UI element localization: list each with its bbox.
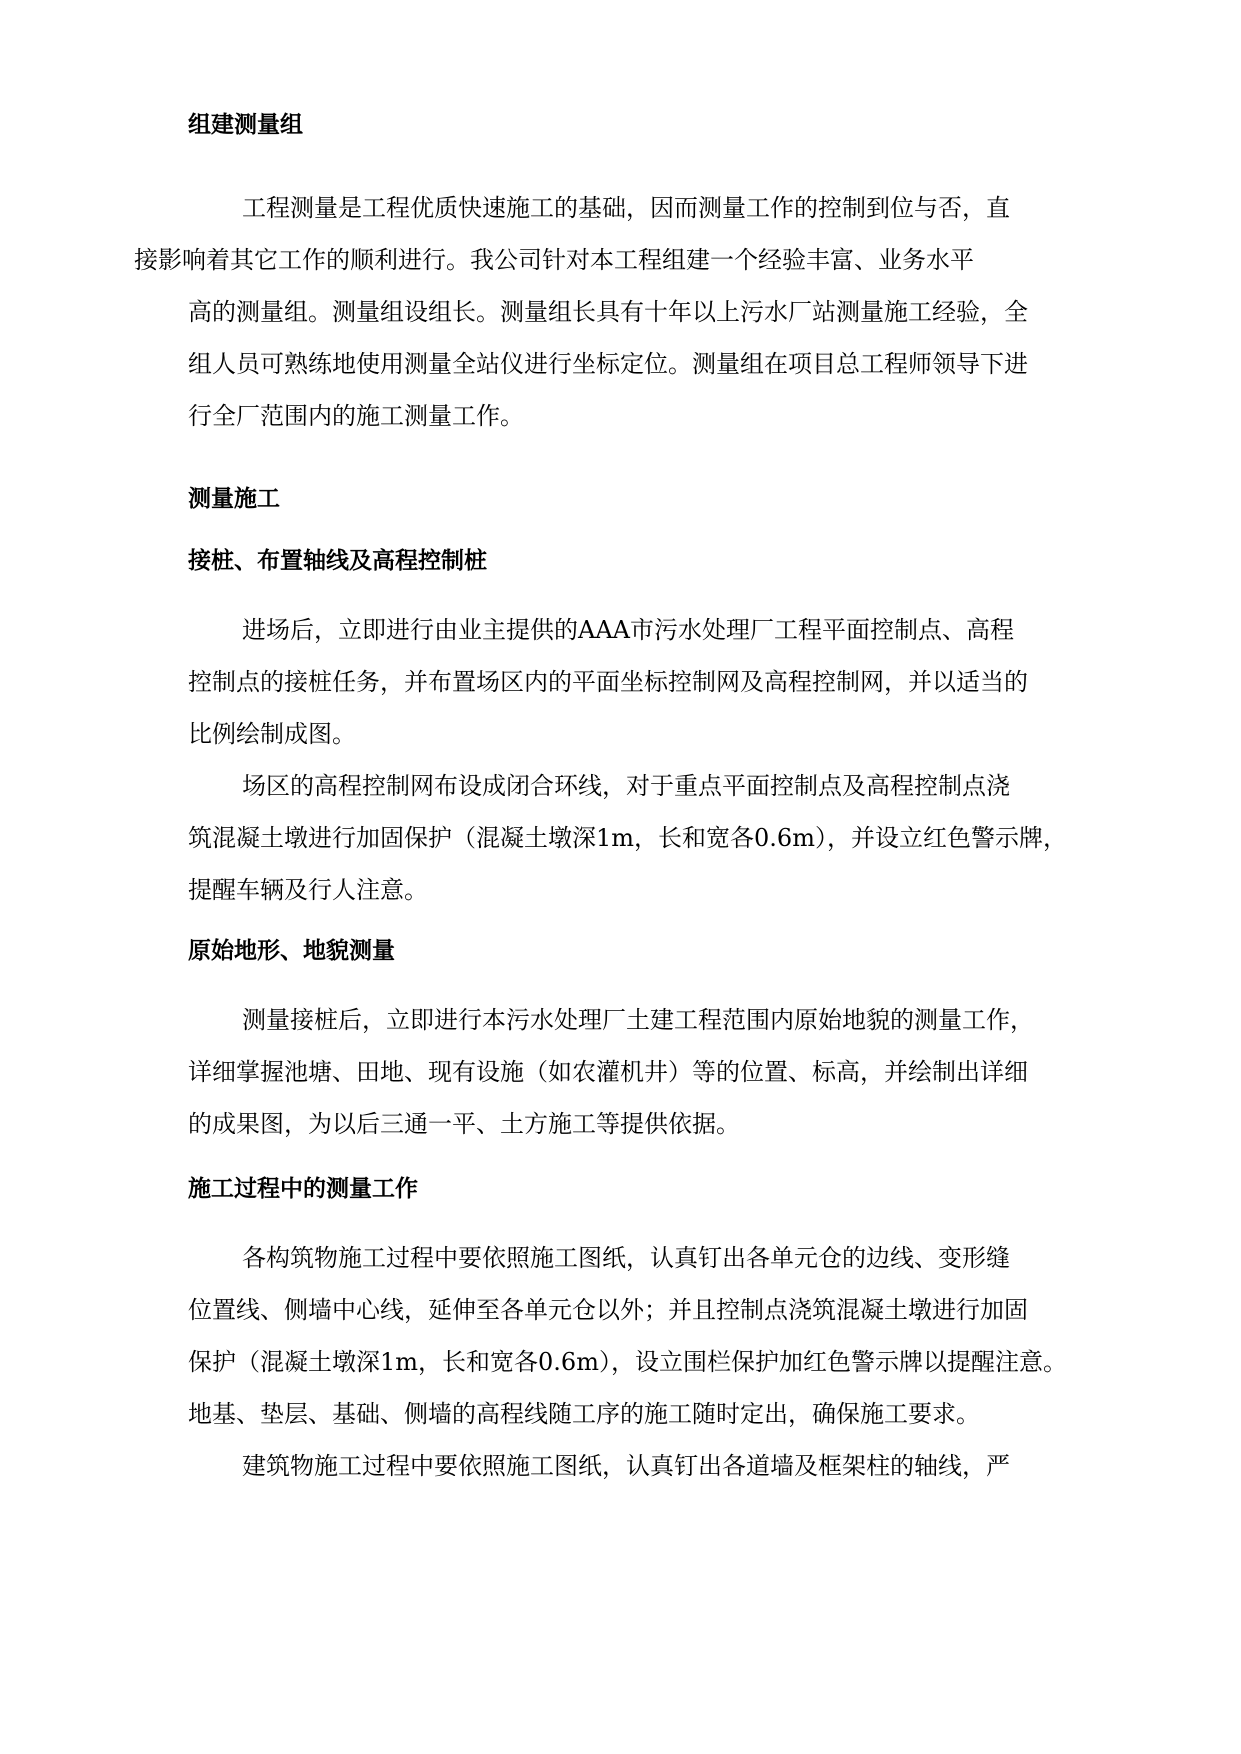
section-heading: 测量施工 [188, 486, 280, 512]
paragraph [188, 1440, 1054, 1492]
paragraph-line: 的成果图，为以后三通一平、土方施工等提供依据。 [188, 1110, 740, 1138]
paragraph-line: 提醒车辆及行人注意。 [188, 876, 428, 904]
paragraph-line: 接影响着其它工作的顺利进行。我公司针对本工程组建一个经验丰富、业务水平 [134, 246, 974, 274]
paragraph-line: 筑混凝土墩进行加固保护（混凝土墩深1m，长和宽各0.6m），并设立红色警示牌， [188, 824, 1067, 852]
paragraph-line: 行全厂范围内的施工测量工作。 [188, 402, 524, 430]
paragraph-line: 控制点的接桩任务，并布置场区内的平面坐标控制网及高程控制网，并以适当的 [188, 668, 1028, 696]
paragraph [188, 1232, 1067, 1440]
paragraph-line: 测量接桩后，立即进行本污水处理厂土建工程范围内原始地貌的测量工作， [242, 1006, 1034, 1034]
paragraph [188, 994, 1054, 1150]
paragraph-line: 组人员可熟练地使用测量全站仪进行坐标定位。测量组在项目总工程师领导下进 [188, 350, 1028, 378]
paragraph-line: 工程测量是工程优质快速施工的基础，因而测量工作的控制到位与否，直 [242, 194, 1010, 222]
paragraph-line: 场区的高程控制网布设成闭合环线，对于重点平面控制点及高程控制点浇 [242, 772, 1010, 800]
paragraph-line: 各构筑物施工过程中要依照施工图纸，认真钉出各单元仓的边线、变形缝 [242, 1244, 1010, 1272]
subsection-heading: 施工过程中的测量工作 [188, 1176, 418, 1202]
paragraph-line: 位置线、侧墙中心线，延伸至各单元仓以外；并且控制点浇筑混凝土墩进行加固 [188, 1296, 1028, 1324]
document-body [134, 108, 1067, 1492]
paragraph-line: 详细掌握池塘、田地、现有设施（如农灌机井）等的位置、标高，并绘制出详细 [188, 1058, 1028, 1086]
section-heading: 组建测量组 [188, 112, 303, 138]
subsection-heading: 接桩、布置轴线及高程控制桩 [188, 548, 487, 574]
subsection-heading: 原始地形、地貌测量 [188, 938, 395, 964]
paragraph [134, 182, 1054, 442]
paragraph [188, 604, 1054, 760]
paragraph [188, 760, 1067, 916]
paragraph-line: 保护（混凝土墩深1m，长和宽各0.6m），设立围栏保护加红色警示牌以提醒注意。 [188, 1348, 1067, 1376]
paragraph-line: 进场后，立即进行由业主提供的AAA市污水处理厂工程平面控制点、高程 [242, 616, 1014, 644]
paragraph-line: 地基、垫层、基础、侧墙的高程线随工序的施工随时定出，确保施工要求。 [188, 1400, 980, 1428]
paragraph-line: 比例绘制成图。 [188, 720, 356, 748]
paragraph-line: 高的测量组。测量组设组长。测量组长具有十年以上污水厂站测量施工经验，全 [188, 298, 1028, 326]
paragraph-line: 建筑物施工过程中要依照施工图纸，认真钉出各道墙及框架柱的轴线，严 [242, 1452, 1010, 1480]
